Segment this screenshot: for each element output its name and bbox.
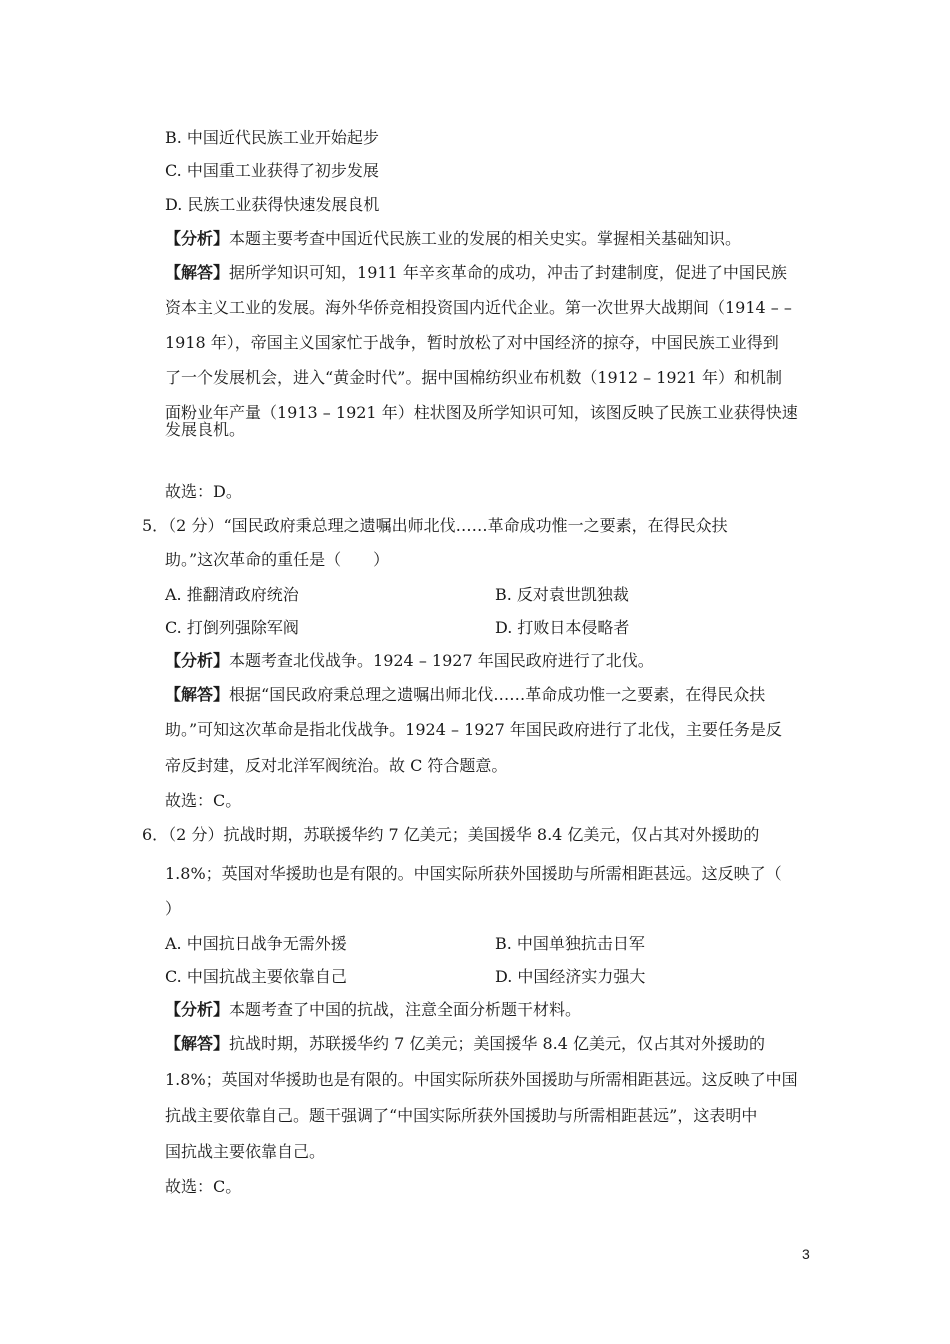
q5-answer-line-3: 帝反封建，反对北洋军阀统治。故 C 符合题意。 (165, 756, 508, 775)
analysis-text: 本题考查了中国的抗战，注意全面分析题干材料。 (229, 1000, 582, 1019)
q6-option-b: B. 中国单独抗击日军 (495, 934, 645, 953)
q4-choice: 故选：D。 (165, 482, 242, 501)
q6-stem-line-2: 1.8%；英国对华援助也是有限的。中国实际所获外国援助与所需相距甚远。这反映了（ (165, 864, 782, 883)
q6-option-a: A. 中国抗日战争无需外援 (165, 934, 347, 953)
q6-answer-line-2: 1.8%；英国对华援助也是有限的。中国实际所获外国援助与所需相距甚远。这反映了中国 (165, 1070, 798, 1089)
q5-option-c: C. 打倒列强除军阀 (165, 618, 299, 637)
analysis-text: 本题考查北伐战争。1924 – 1927 年国民政府进行了北伐。 (229, 651, 654, 670)
analysis-label: 【分析】 (165, 651, 230, 670)
q4-answer-line-5: 面粉业年产量（1913 – 1921 年）柱状图及所学知识可知，该图反映了民族工业获得快速 (165, 403, 798, 422)
q5-option-a: A. 推翻清政府统治 (165, 585, 299, 604)
q4-option-d: D. 民族工业获得快速发展良机 (165, 195, 380, 214)
q4-analysis (165, 229, 741, 249)
q6-choice: 故选：C。 (165, 1177, 242, 1196)
answer-label: 【解答】 (165, 263, 230, 282)
q4-option-c: C. 中国重工业获得了初步发展 (165, 161, 379, 180)
q5-analysis (165, 651, 654, 671)
page-number: 3 (802, 1246, 810, 1262)
q6-analysis (165, 1000, 581, 1020)
q4-answer-line-6: 发展良机。 (165, 420, 246, 439)
q6-answer-line-1 (165, 1034, 765, 1054)
answer-text: 据所学知识可知，1911 年辛亥革命的成功，冲击了封建制度，促进了中国民族 (229, 263, 787, 282)
analysis-label: 【分析】 (165, 229, 230, 248)
q5-choice: 故选：C。 (165, 791, 242, 810)
q6-answer-line-4: 国抗战主要依靠自己。 (165, 1142, 326, 1161)
q5-option-b: B. 反对袁世凯独裁 (495, 585, 629, 604)
q5-stem-line-2: 助。”这次革命的重任是（ ） (165, 550, 390, 569)
q4-answer-line-2: 资本主义工业的发展。海外华侨竞相投资国内近代企业。第一次世界大战期间（1914 – – (165, 298, 792, 317)
q6-stem-line-1: 6．（2 分）抗战时期，苏联援华约 7 亿美元；美国援华 8.4 亿美元，仅占其对外援助的 (142, 825, 760, 844)
q4-answer-line-4: 了一个发展机会，进入“黄金时代”。据中国棉纺织业布机数（1912 – 1921 年）和机制 (165, 368, 783, 387)
q5-answer-line-2: 助。”可知这次革命是指北伐战争。1924 – 1927 年国民政府进行了北伐，主要任务是反 (165, 720, 782, 739)
q5-option-d: D. 打败日本侵略者 (495, 618, 630, 637)
q4-answer-line-1 (165, 263, 787, 283)
q6-stem-line-3: ） (165, 899, 182, 918)
q4-option-b: B. 中国近代民族工业开始起步 (165, 128, 379, 147)
answer-label: 【解答】 (165, 685, 230, 704)
q4-answer-line-3: 1918 年），帝国主义国家忙于战争，暂时放松了对中国经济的掠夺，中国民族工业得到 (165, 333, 779, 352)
answer-text: 根据“国民政府秉总理之遗嘱出师北伐……革命成功惟一之要素，在得民众扶 (229, 685, 766, 704)
q6-option-d: D. 中国经济实力强大 (495, 967, 646, 986)
answer-label: 【解答】 (165, 1034, 230, 1053)
answer-text: 抗战时期，苏联援华约 7 亿美元；美国援华 8.4 亿美元，仅占其对外援助的 (229, 1034, 765, 1053)
q5-stem-line-1: 5．（2 分）“国民政府秉总理之遗嘱出师北伐……革命成功惟一之要素，在得民众扶 (142, 516, 728, 535)
q6-answer-line-3: 抗战主要依靠自己。题干强调了“中国实际所获外国援助与所需相距甚远”，这表明中 (165, 1106, 758, 1125)
q5-answer-line-1 (165, 685, 765, 705)
analysis-text: 本题主要考查中国近代民族工业的发展的相关史实。掌握相关基础知识。 (229, 229, 742, 248)
analysis-label: 【分析】 (165, 1000, 230, 1019)
q6-option-c: C. 中国抗战主要依靠自己 (165, 967, 347, 986)
